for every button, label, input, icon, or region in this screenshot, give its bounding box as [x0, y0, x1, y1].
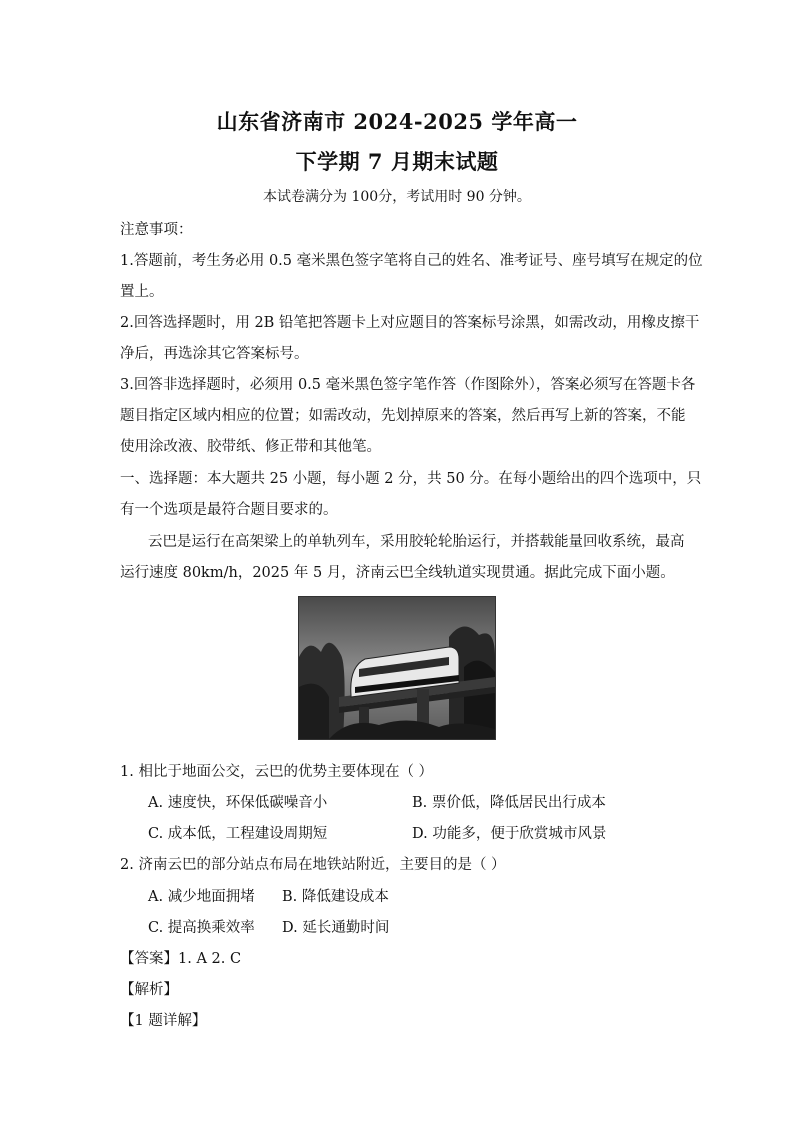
exam-title-line2: 下学期 7 月期末试题 — [295, 149, 499, 174]
q2-option-c: C. 提高换乘效率 — [148, 920, 255, 936]
notes-line: 1.答题前，考生务必用 0.5 毫米黑色签字笔将自己的姓名、准考证号、座号填写在规定的位 — [120, 253, 703, 269]
passage-line: 云巴是运行在高架梁上的单轨列车，采用胶轮轮胎运行，并搭载能量回收系统，最高 — [148, 534, 685, 550]
detail-heading: 【1 题详解】 — [120, 1013, 207, 1029]
analysis-heading: 【解析】 — [120, 982, 178, 998]
notes-line: 题目指定区域内相应的位置；如需改动，先划掉原来的答案，然后再写上新的答案，不能 — [120, 408, 686, 424]
notes-line: 2.回答选择题时，用 2B 铅笔把答题卡上对应题目的答案标号涂黑，如需改动，用橡皮擦干 — [120, 315, 700, 331]
q2-option-a: A. 减少地面拥堵 — [148, 889, 255, 905]
section-heading: 一、选择题：本大题共 25 小题，每小题 2 分，共 50 分。在每小题给出的四个选项中，只 — [120, 471, 702, 487]
exam-title-line1: 山东省济南市 2024-2025 学年高一 — [216, 109, 578, 134]
exam-subtitle: 本试卷满分为 100分，考试用时 90 分钟。 — [263, 189, 531, 205]
notes-line: 3.回答非选择题时，必须用 0.5 毫米黑色签字笔作答（作图除外），答案必须写在答题卡各 — [120, 377, 696, 393]
q1-option-d: D. 功能多，便于欣赏城市风景 — [412, 826, 607, 842]
notes-line: 使用涂改液、胶带纸、修正带和其他笔。 — [120, 439, 381, 455]
q1-option-a: A. 速度快，环保低碳噪音小 — [148, 795, 328, 811]
q1-option-b: B. 票价低，降低居民出行成本 — [412, 795, 606, 811]
answer-line: 【答案】1. A 2. C — [120, 951, 242, 967]
question-1-stem: 1. 相比于地面公交，云巴的优势主要体现在（ ） — [120, 764, 434, 780]
q2-option-b: B. 降低建设成本 — [282, 889, 389, 905]
q2-option-d: D. 延长通勤时间 — [282, 920, 390, 936]
q1-option-c: C. 成本低，工程建设周期短 — [148, 826, 328, 842]
section-heading-cont: 有一个选项是最符合题目要求的。 — [120, 502, 338, 518]
notes-line: 置上。 — [120, 284, 164, 300]
monorail-photo — [298, 596, 496, 740]
question-2-stem: 2. 济南云巴的部分站点布局在地铁站附近，主要目的是（ ） — [120, 857, 506, 873]
passage-line: 运行速度 80km/h，2025 年 5 月，济南云巴全线轨道实现贯通。据此完成下面小题。 — [120, 565, 675, 581]
notes-heading: 注意事项： — [120, 222, 193, 238]
notes-line: 净后，再选涂其它答案标号。 — [120, 346, 309, 362]
